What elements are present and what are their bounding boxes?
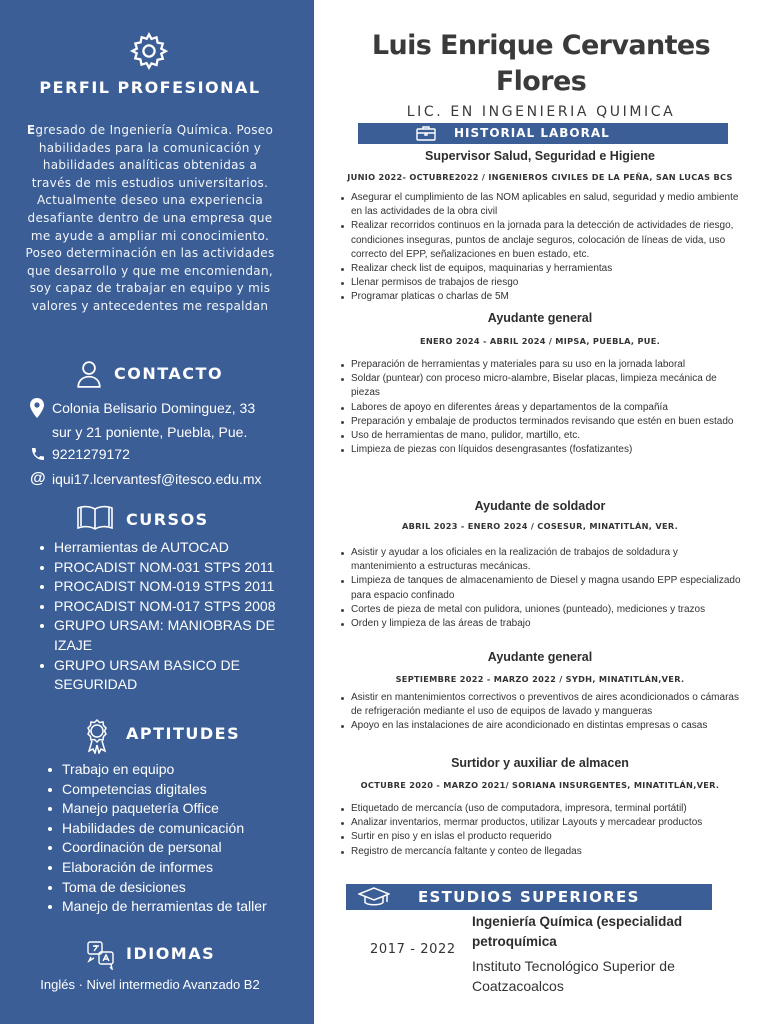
job-task: Asistir en mantenimientos correctivos o preventivos de aires acondicionados o cámaras de refrigeración mediante el uso de equipos de lavado y mangueras bbox=[330, 691, 750, 719]
curso-item: PROCADIST NOM-019 STPS 2011 bbox=[36, 577, 288, 597]
aptitud-item: Competencias digitales bbox=[44, 780, 306, 800]
gear-icon bbox=[128, 30, 170, 72]
curso-item: GRUPO URSAM BASICO DE SEGURIDAD bbox=[36, 656, 288, 695]
job-task: Analizar inventarios, mermar productos, utilizar Layouts y mercadear productos bbox=[330, 816, 750, 830]
contact-phone bbox=[30, 442, 130, 466]
badge-icon bbox=[82, 718, 112, 754]
job-tasks bbox=[330, 358, 750, 457]
job-task: Cortes de pieza de metal con pulidora, uniones (punteado), mediciones y trazos bbox=[330, 603, 750, 617]
job-title: Ayudante general bbox=[487, 650, 593, 664]
email-text[interactable]: iqui17.lcervantesf@itesco.edu.mx bbox=[52, 471, 262, 487]
address-line-2: sur y 21 poniente, Puebla, Pue. bbox=[52, 424, 248, 440]
aptitudes-title: APTITUDES bbox=[126, 724, 241, 743]
perfil-first-letter: E bbox=[26, 123, 36, 137]
curso-item: PROCADIST NOM-031 STPS 2011 bbox=[36, 558, 288, 578]
aptitud-item: Trabajo en equipo bbox=[44, 760, 306, 780]
idiomas-title: IDIOMAS bbox=[126, 944, 216, 963]
location-icon bbox=[30, 398, 44, 418]
sidebar bbox=[0, 0, 314, 1024]
full-name: Luis Enrique Cervantes Flores bbox=[371, 30, 711, 97]
job-task: Surtir en piso y en islas el producto requerido bbox=[330, 830, 750, 844]
job-entry bbox=[330, 756, 750, 859]
idiomas-header bbox=[0, 938, 314, 968]
cursos-list bbox=[36, 538, 288, 695]
perfil-title: PERFIL PROFESIONAL bbox=[39, 78, 261, 97]
job-task: Registro de mercancía faltante y conteo de llegadas bbox=[330, 845, 750, 859]
aptitud-item: Habilidades de comunicación bbox=[44, 819, 306, 839]
job-task: Asistir y ayudar a los oficiales en la realización de trabajos de soldadura y mantenimiento a estructuras mecánicas. bbox=[330, 546, 750, 574]
contact-email bbox=[30, 467, 262, 491]
job-task: Etiquetado de mercancía (uso de computadora, impresora, terminal portátil) bbox=[330, 802, 750, 816]
historial-title: HISTORIAL LABORAL bbox=[454, 126, 610, 140]
curso-item: PROCADIST NOM-017 STPS 2008 bbox=[36, 597, 288, 617]
job-task: Preparación y embalaje de productos terminados revisando que estén en buen estado bbox=[330, 415, 750, 429]
aptitud-item: Toma de desiciones bbox=[44, 878, 306, 898]
address-line-1: Colonia Belisario Dominguez, 33 bbox=[52, 400, 256, 416]
job-task: Preparación de herramientas y materiales para su uso en la jornada laboral bbox=[330, 358, 750, 372]
job-date: ABRIL 2023 - ENERO 2024 / COSESUR, MINATITLÁN, VER. bbox=[401, 521, 679, 531]
graduation-cap-icon bbox=[358, 887, 390, 907]
job-task: Labores de apoyo en diferentes áreas y departamentos de la compañía bbox=[330, 401, 750, 415]
historial-header bbox=[358, 123, 728, 144]
perfil-text bbox=[22, 122, 278, 316]
job-tasks bbox=[330, 691, 750, 734]
job-task: Limpieza de piezas con líquidos desengrasantes (fosfatizantes) bbox=[330, 443, 750, 457]
curso-item: Herramientas de AUTOCAD bbox=[36, 538, 288, 558]
job-task: Realizar recorridos continuos en la jornada para la detección de actividades de riesgo, condiciones inseguras, puntos de anclaje seguros, colocación de líneas de vida, uso correcto del EPP, señalizaciones en buen estado, etc. bbox=[330, 219, 750, 262]
translate-icon bbox=[86, 940, 116, 970]
job-date: JUNIO 2022- OCTUBRE2022 / INGENIEROS CIVILES DE LA PEÑA, SAN LUCAS BCS bbox=[347, 172, 733, 182]
contacto-title: CONTACTO bbox=[114, 364, 224, 383]
job-title: Ayudante general bbox=[487, 311, 593, 325]
aptitud-item: Coordinación de personal bbox=[44, 838, 306, 858]
phone-icon bbox=[30, 446, 46, 462]
job-task: Realizar check list de equipos, maquinarias y herramientas bbox=[330, 262, 750, 276]
contacto-header bbox=[0, 358, 314, 388]
job-entry bbox=[330, 311, 750, 457]
perfil-body: gresado de Ingeniería Química. Poseo habilidades para la comunicación y habilidades analíticas obtenidas a través de mis estudios universitarios. Actualmente deseo una experiencia desafiante dentro de una empresa que me ayude a ampliar mi conocimiento. Poseo determinación en las actividades que desarrollo y que me encomiendan, soy capaz de trabajar en equipo y mis valores y antecedentes me respaldan bbox=[25, 123, 275, 313]
degree-title: LIC. EN INGENIERIA QUIMICA bbox=[406, 104, 676, 120]
estudios-years: 2017 - 2022 bbox=[370, 942, 456, 957]
job-tasks bbox=[330, 546, 750, 631]
at-icon: @ bbox=[30, 470, 46, 487]
job-task: Orden y limpieza de las áreas de trabajo bbox=[330, 617, 750, 631]
idiomas-text: Inglés · Nivel intermedio Avanzado B2 bbox=[40, 977, 260, 992]
job-task: Limpieza de tanques de almacenamiento de Diesel y magna usando EPP especializado para espacio confinado bbox=[330, 574, 750, 602]
cursos-title: CURSOS bbox=[126, 510, 209, 529]
job-title: Surtidor y auxiliar de almacen bbox=[451, 756, 629, 770]
job-title: Supervisor Salud, Seguridad e Higiene bbox=[425, 149, 655, 163]
job-tasks bbox=[330, 191, 750, 305]
cursos-header bbox=[0, 504, 314, 534]
aptitud-item: Elaboración de informes bbox=[44, 858, 306, 878]
briefcase-icon bbox=[416, 125, 436, 141]
aptitud-item: Manejo de herramientas de taller bbox=[44, 897, 306, 917]
job-entry bbox=[330, 499, 750, 631]
job-tasks bbox=[330, 802, 750, 859]
job-task: Llenar permisos de trabajos de riesgo bbox=[330, 276, 750, 290]
contact-address bbox=[30, 396, 255, 444]
estudios-header bbox=[346, 884, 712, 910]
job-task: Asegurar el cumplimiento de las NOM aplicables en salud, seguridad y medio ambiente en las actividades de la obra civil bbox=[330, 191, 750, 219]
estudios-institution: Instituto Tecnológico Superior de Coatzacoalcos bbox=[472, 958, 675, 994]
job-task: Programar platicas o charlas de 5M bbox=[330, 290, 750, 304]
job-date: SEPTIEMBRE 2022 - MARZO 2022 / SYDH, MINATITLÁN,VER. bbox=[395, 674, 685, 684]
aptitud-item: Manejo paquetería Office bbox=[44, 799, 306, 819]
book-icon bbox=[76, 504, 114, 532]
job-task: Apoyo en las instalaciones de aire acondicionado en distintas empresas o casas bbox=[330, 719, 750, 733]
job-entry bbox=[330, 149, 750, 305]
job-date: OCTUBRE 2020 - MARZO 2021/ SORIANA INSURGENTES, MINATITLÁN,VER. bbox=[360, 780, 720, 790]
estudios-degree: Ingeniería Química (especialidad petroquímica bbox=[472, 914, 683, 949]
aptitudes-header bbox=[0, 718, 314, 748]
curso-item: GRUPO URSAM: MANIOBRAS DE IZAJE bbox=[36, 616, 288, 655]
phone-text[interactable]: 9221279172 bbox=[52, 446, 130, 462]
job-task: Uso de herramientas de mano, pulidor, martillo, etc. bbox=[330, 429, 750, 443]
job-title: Ayudante de soldador bbox=[474, 499, 606, 513]
estudios-title: ESTUDIOS SUPERIORES bbox=[418, 888, 640, 906]
aptitudes-list bbox=[44, 760, 306, 917]
user-icon bbox=[76, 360, 102, 388]
job-date: ENERO 2024 - ABRIL 2024 / MIPSA, PUEBLA, PUE. bbox=[419, 336, 661, 346]
job-entry bbox=[330, 650, 750, 734]
job-task: Soldar (puntear) con proceso micro-alambre, Biselar placas, limpieza mecánica de piezas bbox=[330, 372, 750, 400]
